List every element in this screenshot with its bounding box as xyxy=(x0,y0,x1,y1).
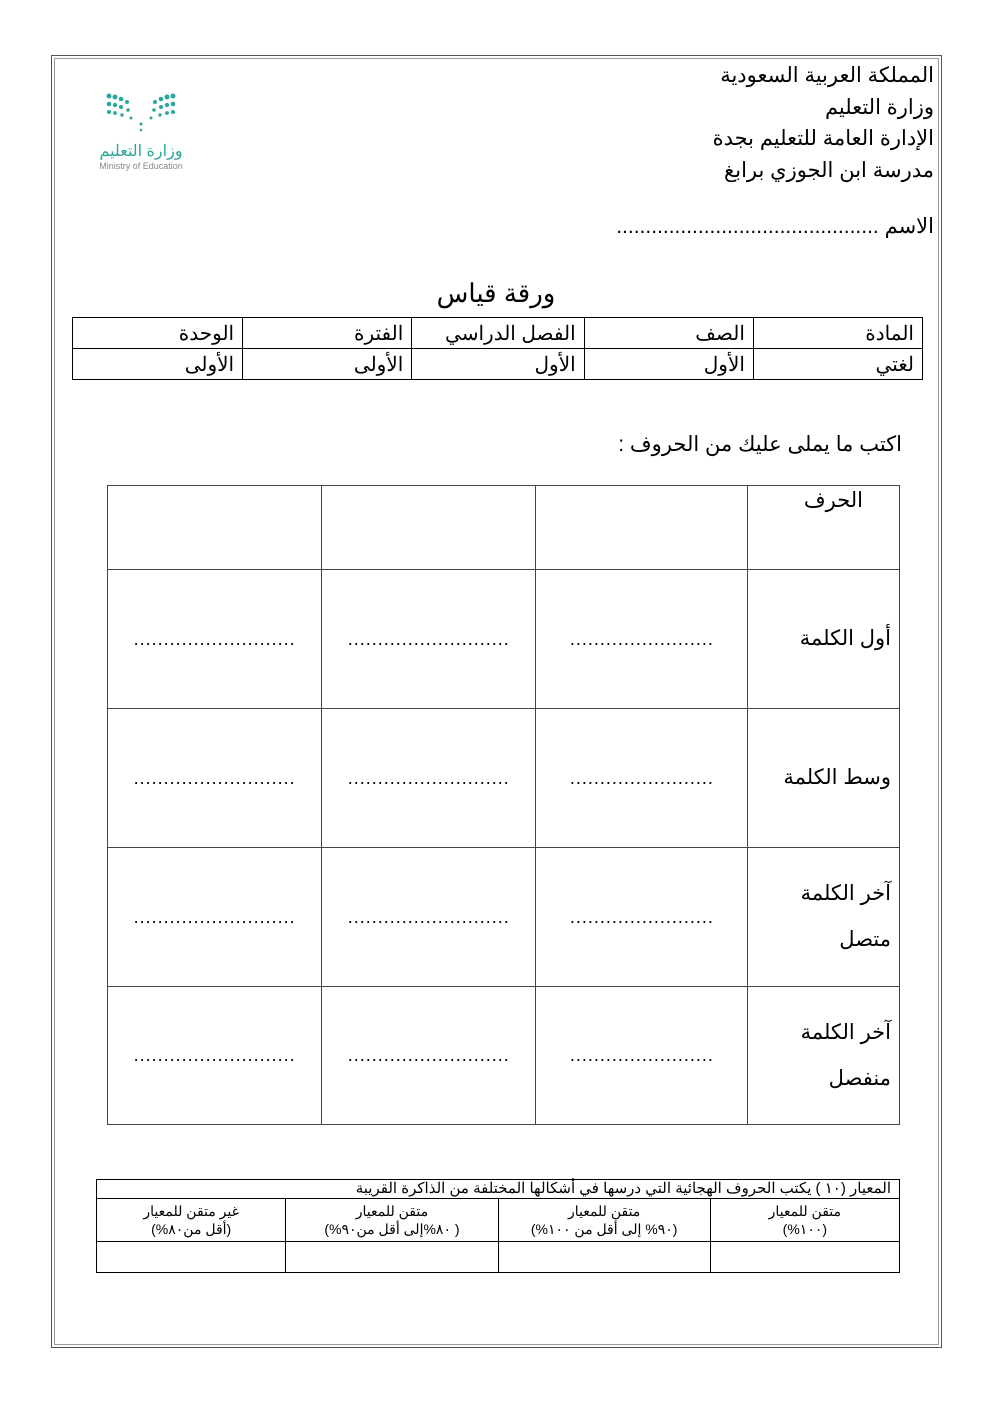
info-value-row xyxy=(73,349,923,380)
score-cell[interactable] xyxy=(710,1242,899,1273)
row-label: الحرف xyxy=(748,486,900,570)
info-header: الوحدة xyxy=(73,318,243,349)
score-cell[interactable] xyxy=(498,1242,710,1273)
header-block xyxy=(713,60,934,186)
score-cell[interactable] xyxy=(286,1242,498,1273)
criterion-level xyxy=(97,1199,286,1242)
logo-english-text: Ministry of Education xyxy=(99,161,183,171)
info-value: الأولى xyxy=(243,349,412,380)
criterion-title: المعيار (١٠ ) يكتب الحروف الهجائية التي درسها في أشكالها المختلفة من الذاكرة القريبة xyxy=(97,1180,900,1199)
answer-cell[interactable]: ........................... xyxy=(108,848,322,987)
criterion-score-row xyxy=(97,1242,900,1273)
header-line: وزارة التعليم xyxy=(824,95,934,119)
info-header: الفترة xyxy=(243,318,412,349)
name-field[interactable] xyxy=(616,214,934,239)
instruction-text: اكتب ما يملى عليك من الحروف : xyxy=(618,433,902,456)
header-line: مدرسة ابن الجوزي برابغ xyxy=(724,158,934,182)
info-header: الفصل الدراسي xyxy=(412,318,584,349)
answer-cell[interactable]: ........................ xyxy=(536,848,748,987)
logo-dots-icon xyxy=(101,90,181,132)
grid-row xyxy=(108,848,900,987)
ministry-logo xyxy=(96,90,186,186)
name-dots: ............................................. xyxy=(616,215,879,238)
info-value: الأول xyxy=(584,349,753,380)
level-name: متقن للمعيار xyxy=(768,1203,842,1219)
score-cell[interactable] xyxy=(97,1242,286,1273)
info-header: المادة xyxy=(753,318,922,349)
name-label: الاسم xyxy=(884,215,934,238)
level-name: متقن للمعيار xyxy=(355,1203,429,1219)
page-title: ورقة قياس xyxy=(436,278,556,308)
answer-cell[interactable]: ........................... xyxy=(108,570,322,709)
info-header-row xyxy=(73,318,923,349)
grid-row xyxy=(108,987,900,1125)
info-value: الأول xyxy=(412,349,584,380)
answer-cell[interactable] xyxy=(322,486,536,570)
answer-cell[interactable]: ........................... xyxy=(322,709,536,848)
criterion-level xyxy=(498,1199,710,1242)
letters-grid xyxy=(107,485,900,1125)
row-label: أول الكلمة xyxy=(748,570,900,709)
level-range: ( ٨٠%إلى أقل من٩٠%) xyxy=(324,1221,460,1237)
row-label: آخر الكلمة متصل xyxy=(748,848,900,987)
info-value: الأولى xyxy=(73,349,243,380)
criterion-table xyxy=(96,1179,900,1273)
level-name: متقن للمعيار xyxy=(567,1203,641,1219)
criterion-levels-row xyxy=(97,1199,900,1242)
row-label: آخر الكلمة منفصل xyxy=(748,987,900,1125)
criterion-level xyxy=(286,1199,498,1242)
level-range: (أقل من٨٠%) xyxy=(151,1221,232,1237)
row-label: وسط الكلمة xyxy=(748,709,900,848)
criterion-title-row xyxy=(97,1180,900,1199)
answer-cell[interactable]: ........................... xyxy=(322,570,536,709)
answer-cell[interactable]: ........................... xyxy=(322,848,536,987)
answer-cell[interactable]: ........................ xyxy=(536,570,748,709)
grid-row xyxy=(108,486,900,570)
header-line: المملكة العربية السعودية xyxy=(720,64,934,87)
info-table xyxy=(72,317,923,380)
level-range: (١٠٠%) xyxy=(782,1221,828,1237)
answer-cell[interactable]: ........................... xyxy=(322,987,536,1125)
answer-cell[interactable]: ........................... xyxy=(108,987,322,1125)
answer-cell[interactable]: ........................... xyxy=(108,709,322,848)
answer-cell[interactable]: ........................ xyxy=(536,709,748,848)
criterion-level xyxy=(710,1199,899,1242)
level-range: (٩٠% إلى أقل من ١٠٠%) xyxy=(530,1221,678,1237)
answer-cell[interactable]: ........................ xyxy=(536,987,748,1125)
header-line: الإدارة العامة للتعليم بجدة xyxy=(712,127,934,150)
info-value: لغتي xyxy=(753,349,922,380)
info-header: الصف xyxy=(584,318,753,349)
logo-arabic-text: وزارة التعليم xyxy=(99,143,183,160)
answer-cell[interactable] xyxy=(536,486,748,570)
level-name: غير متقن للمعيار xyxy=(143,1203,239,1219)
answer-cell[interactable] xyxy=(108,486,322,570)
grid-row xyxy=(108,570,900,709)
grid-row xyxy=(108,709,900,848)
